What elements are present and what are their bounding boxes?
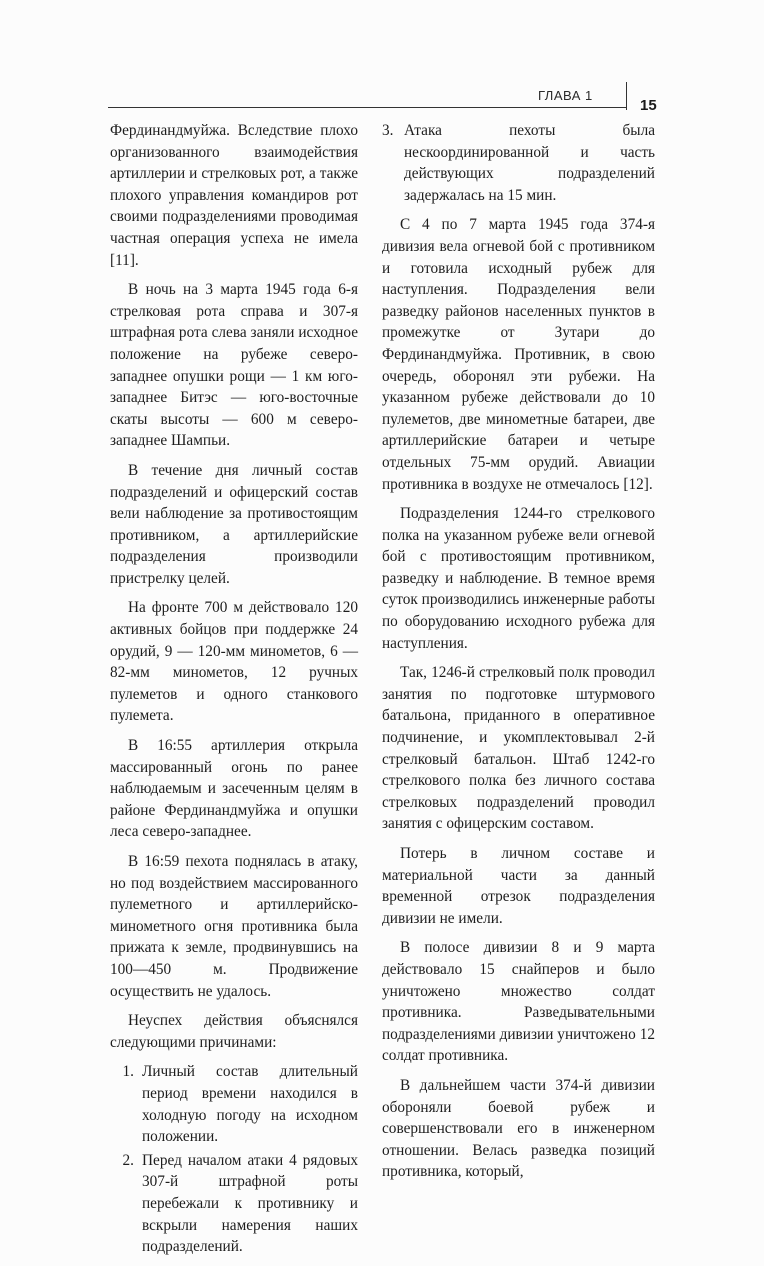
- chapter-running-head: ГЛАВА 1: [538, 88, 593, 103]
- list-item: [110, 1061, 358, 1147]
- list-item-text: Атака пехоты была нескоординированной и часть действующих подразделений задержалась на 15 мин.: [404, 122, 655, 204]
- paragraph: Подразделения 1244-го стрелкового полка на указанном рубеже вели огневой бой с противостоящим противником, разведку и наблюдение. В темное время суток производились инженерные работы по оборудованию исходного рубежа для наступления.: [382, 505, 655, 652]
- paragraph: В дальнейшем части 374-й дивизии обороняли боевой рубеж и совершенствовали его в инженерном отношении. Велась разведка позиций противника, который,: [382, 1076, 655, 1181]
- paragraph: Фердинандмуйжа. Вследствие плохо организованного взаимодействия артиллерии и стрелковых рот, а также плохого управления командиров рот своими подразделениями проводимая частная операция успеха не имела [11].: [110, 122, 358, 269]
- paragraph: В полосе дивизии 8 и 9 марта действовало 15 снайперов и было уничтожено множество солдат противника. Разведывательными подразделениями дивизии уничтожено 12 солдат противника.: [382, 939, 655, 1065]
- list-item-number: 3.: [382, 122, 394, 139]
- paragraph: На фронте 700 м действовало 120 активных бойцов при поддержке 24 орудий, 9 — 120-мм минометов, 6 — 82-мм минометов, 12 ручных пулеметов и одного станкового пулемета.: [110, 599, 358, 725]
- page-number: 15: [640, 97, 657, 114]
- reasons-list: [110, 1061, 358, 1257]
- paragraph: Так, 1246-й стрелковый полк проводил занятия по подготовке штурмового батальона, приданного в оперативное подчинение, и укомплектовывал 2-й стрелковый батальон. Штаб 1242-го стрелкового полка без личного состава стрелковых подразделений проводил занятия с офицерским составом.: [382, 664, 655, 833]
- list-item: [110, 1150, 358, 1258]
- page-header: [0, 0, 764, 130]
- list-item-number: 1.: [122, 1063, 134, 1081]
- paragraph: Потерь в личном составе и материальной части за данный временной отрезок подразделения дивизии не имели.: [382, 845, 655, 927]
- paragraph: В 16:59 пехота поднялась в атаку, но под воздействием массированного пулеметного и артиллерийско-минометного огня противника была прижата к земле, продвинувшись на 100—450 м. Продвижение осуществить не удалось.: [110, 853, 358, 1000]
- list-item-number: 2.: [122, 1151, 134, 1169]
- paragraph: В течение дня личный состав подразделений и офицерский состав вели наблюдение за противостоящим противником, а артиллерийские подразделения производили пристрелку целей.: [110, 461, 358, 587]
- list-item-text: Личный состав длительный период времени находился в холодную погоду на исходном положении.: [142, 1063, 358, 1146]
- header-rule: [108, 107, 626, 108]
- header-divider-tick: [626, 82, 627, 110]
- left-text-column: [110, 120, 358, 1266]
- right-text-column: [382, 120, 655, 1191]
- paragraph: Неуспех действия объяснялся следующими причинами:: [110, 1012, 358, 1051]
- list-item-text: Перед началом атаки 4 рядовых 307-й штрафной роты перебежали к противнику и вскрыли намерения наших подразделений.: [142, 1151, 358, 1256]
- reasons-list-continued: [382, 120, 655, 206]
- paragraph: В 16:55 артиллерия открыла массированный огонь по ранее наблюдаемым и засеченным целям в районе Фердинандмуйжа и опушки леса северо-западнее.: [110, 737, 358, 841]
- paragraph: С 4 по 7 марта 1945 года 374-я дивизия вела огневой бой с противником и готовила исходный рубеж для наступления. Подразделения вели разведку районов населенных пунктов в промежутке от Зутари до Фердинандмуйжа. Противник, в свою очередь, оборонял эти рубежи. На указанном рубеже действовали до 10 пулеметов, две минометные батареи, две артиллерийские батареи и четыре отдельных 75-мм орудий. Авиации противника в воздухе не отмечалось [12].: [382, 216, 655, 493]
- paragraph: В ночь на 3 марта 1945 года 6-я стрелковая рота справа и 307-я штрафная рота слева заняли исходное положение на рубеже северо-западнее опушки рощи — 1 км юго-западнее Битэс — юго-восточные скаты высоты — 600 м северо-западнее Шампьи.: [110, 281, 358, 450]
- list-item: [382, 120, 655, 206]
